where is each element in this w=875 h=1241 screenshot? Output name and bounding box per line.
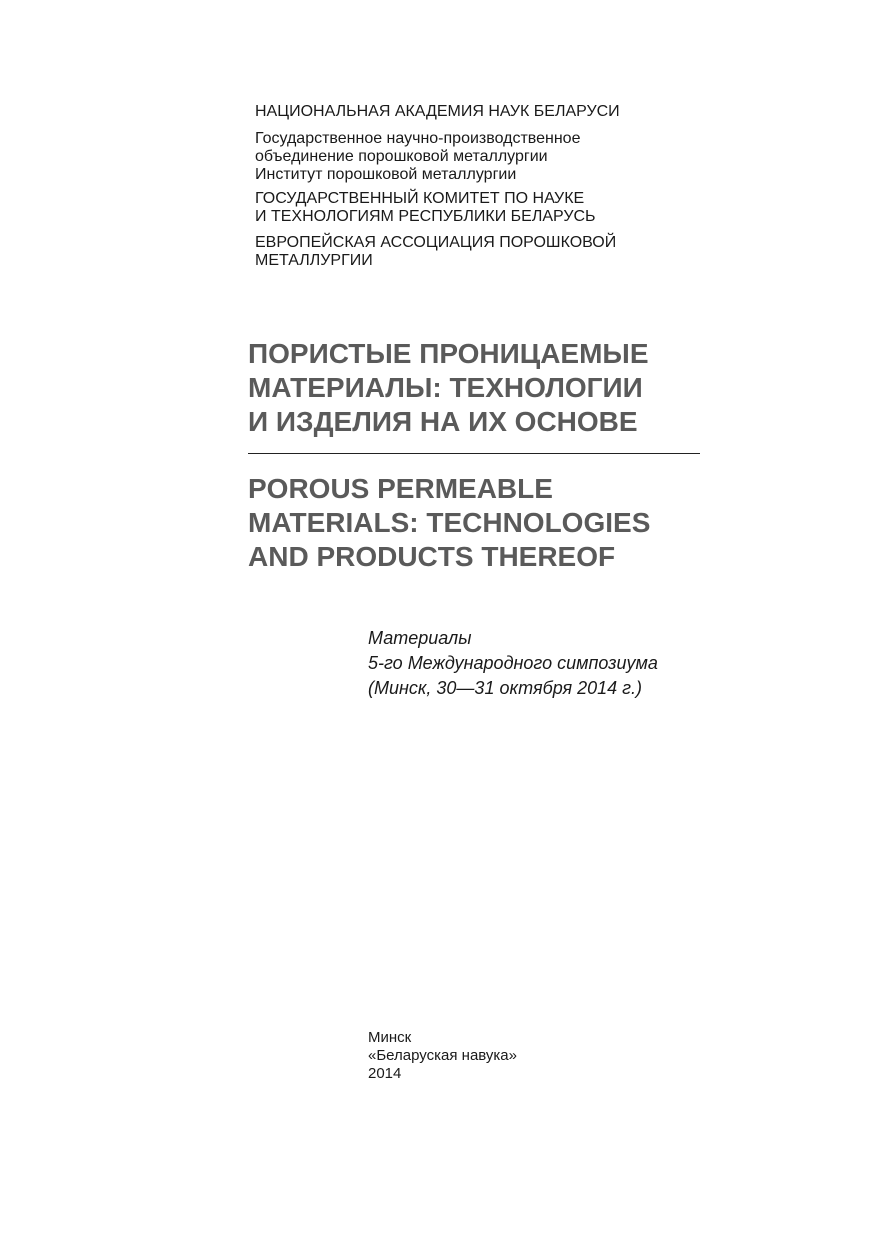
title-divider xyxy=(248,453,700,454)
org-academy xyxy=(255,103,620,121)
org-european xyxy=(255,234,616,270)
org-association-line-1: Государственное научно-производственное xyxy=(255,130,581,147)
title-english xyxy=(248,472,650,574)
title-ru-line-2: МАТЕРИАЛЫ: ТЕХНОЛОГИИ xyxy=(248,372,643,403)
subtitle-line-3: (Минск, 30—31 октября 2014 г.) xyxy=(368,678,643,698)
org-association-line-3: Институт порошковой металлургии xyxy=(255,166,517,183)
org-academy-line-1: НАЦИОНАЛЬНАЯ АКАДЕМИЯ НАУК БЕЛАРУСИ xyxy=(255,103,620,120)
subtitle xyxy=(368,626,658,701)
subtitle-line-1: Материалы xyxy=(368,628,472,648)
org-association-line-2: объединение порошковой металлургии xyxy=(255,148,548,165)
title-ru-line-3: И ИЗДЕЛИЯ НА ИХ ОСНОВЕ xyxy=(248,406,638,437)
org-european-line-2: МЕТАЛЛУРГИИ xyxy=(255,252,373,269)
imprint-year: 2014 xyxy=(368,1065,402,1082)
title-russian xyxy=(248,337,649,439)
title-en-line-1: POROUS PERMEABLE xyxy=(248,473,553,504)
org-association xyxy=(255,130,580,184)
org-committee-line-1: ГОСУДАРСТВЕННЫЙ КОМИТЕТ ПО НАУКЕ xyxy=(255,190,585,207)
imprint-city: Минск xyxy=(368,1029,412,1046)
subtitle-line-2: 5-го Международного симпозиума xyxy=(368,653,658,673)
imprint-publisher: «Беларуская навука» xyxy=(368,1047,517,1064)
org-committee-line-2: И ТЕХНОЛОГИЯМ РЕСПУБЛИКИ БЕЛАРУСЬ xyxy=(255,208,596,225)
org-committee xyxy=(255,190,596,226)
imprint xyxy=(368,1029,517,1083)
title-en-line-3: AND PRODUCTS THEREOF xyxy=(248,541,616,572)
org-european-line-1: ЕВРОПЕЙСКАЯ АССОЦИАЦИЯ ПОРОШКОВОЙ xyxy=(255,234,617,251)
title-ru-line-1: ПОРИСТЫЕ ПРОНИЦАЕМЫЕ xyxy=(248,338,649,369)
title-en-line-2: MATERIALS: TECHNOLOGIES xyxy=(248,507,651,538)
